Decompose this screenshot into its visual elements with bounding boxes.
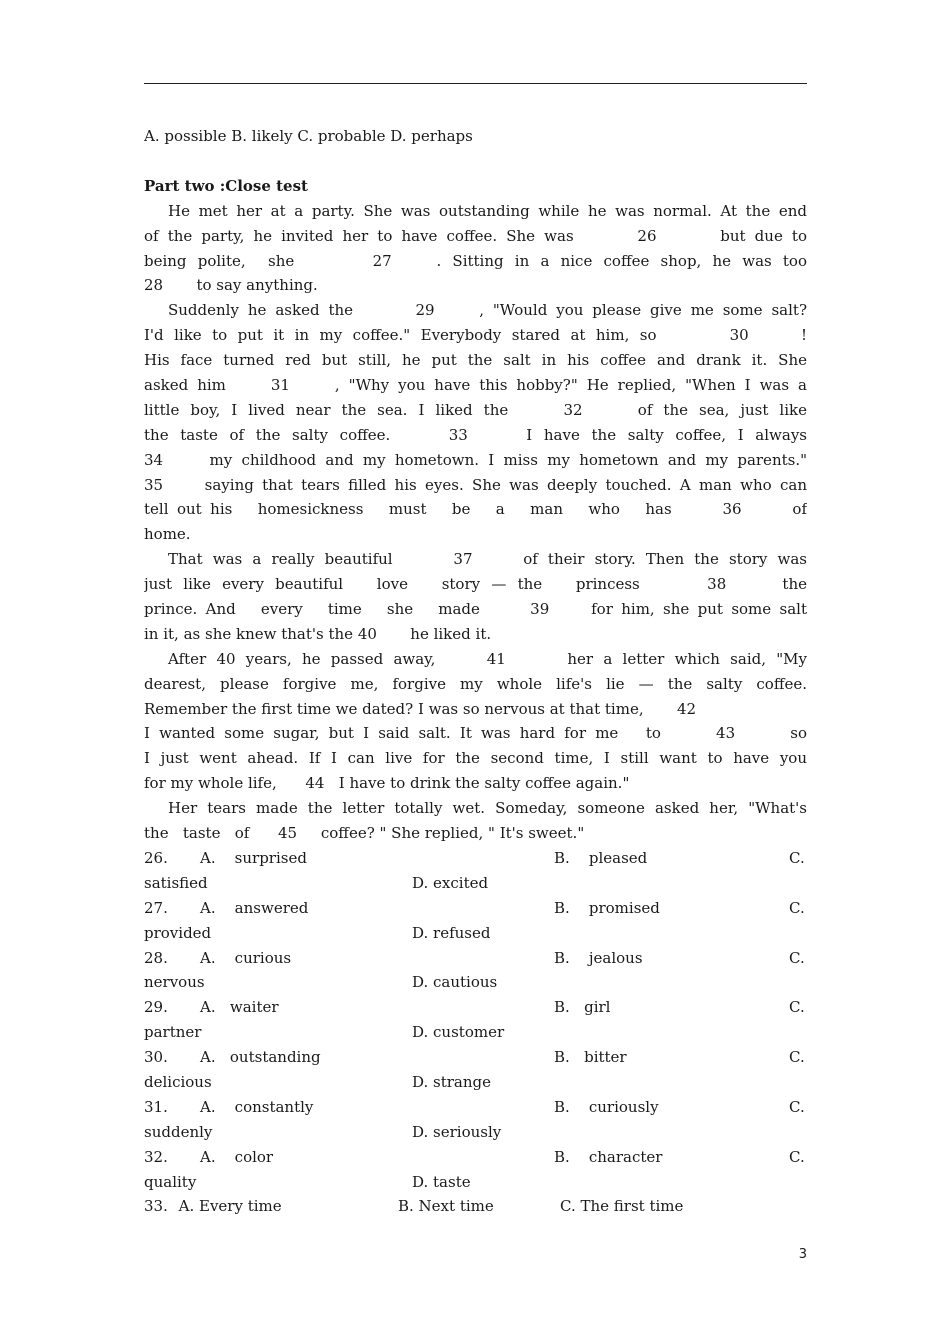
header-rule — [144, 83, 807, 84]
question-number: 29. — [144, 998, 168, 1017]
question-28 — [144, 946, 807, 971]
option-a: A. Every time — [178, 1197, 282, 1216]
option-d: D. taste — [412, 1172, 471, 1191]
question-29 — [144, 995, 807, 1020]
question-27 — [144, 896, 807, 921]
question-33 — [144, 1194, 807, 1219]
passage-line: I wanted some sugar, but I said salt. It was hard for me to 43 so — [144, 724, 807, 743]
question-26 — [144, 846, 807, 871]
passage-line: He met her at a party. She was outstanding while he was normal. At the end — [168, 201, 807, 220]
page-number: 3 — [798, 1247, 807, 1262]
passage-line: dearest, please forgive me, forgive my whole life's lie — the salty coffee. — [144, 674, 807, 693]
option-b: B. curiously — [554, 1097, 659, 1116]
option-c-label: C. — [789, 848, 805, 867]
question-number: 26. — [144, 848, 168, 867]
passage-line: 34 my childhood and my hometown. I miss my hometown and my parents." — [144, 450, 807, 469]
passage-line: the taste of 45 coffee? " She replied, " It's sweet." — [144, 824, 585, 843]
option-b: B. jealous — [554, 948, 643, 967]
option-c-label: C. — [789, 948, 805, 967]
option-a: A. curious — [200, 948, 292, 967]
passage-line: asked him 31 , "Why you have this hobby?" He replied, "When I was a — [144, 376, 807, 395]
option-b: B. girl — [554, 998, 611, 1017]
question-continuation — [144, 871, 807, 896]
option-c-label: C. — [789, 1048, 805, 1067]
option-a: A. waiter — [200, 998, 279, 1017]
question-number: 33. — [144, 1197, 168, 1216]
option-d: D. strange — [412, 1072, 492, 1091]
option-c-text: provided — [144, 923, 212, 942]
question-number: 32. — [144, 1147, 168, 1166]
option-c-label: C. — [789, 898, 805, 917]
option-a: A. outstanding — [200, 1048, 321, 1067]
option-c: C. The first time — [560, 1197, 684, 1216]
passage-line: little boy, I lived near the sea. I liked the 32 of the sea, just like — [144, 400, 807, 419]
option-d: D. customer — [412, 1023, 505, 1042]
option-b: B. pleased — [554, 848, 648, 867]
option-b: B. Next time — [398, 1197, 494, 1216]
question-continuation — [144, 1120, 807, 1145]
passage-line: I just went ahead. If I can live for the second time, I still want to have you — [144, 749, 807, 768]
passage-line: Her tears made the letter totally wet. Someday, someone asked her, "What's — [168, 799, 807, 818]
passage-line: prince. And every time she made 39 for him, she put some salt — [144, 600, 807, 619]
option-b: B. bitter — [554, 1048, 627, 1067]
option-c-text: satisfied — [144, 873, 208, 892]
document-body — [144, 124, 807, 1219]
passage-line: 28 to say anything. — [144, 276, 318, 295]
option-c-label: C. — [789, 1147, 805, 1166]
question-continuation — [144, 1070, 807, 1095]
passage-line: being polite, she 27 . Sitting in a nice coffee shop, he was too — [144, 251, 807, 270]
cloze-passage — [144, 199, 807, 846]
question-number: 31. — [144, 1097, 168, 1116]
option-c-text: nervous — [144, 973, 205, 992]
passage-line: 35 saying that tears filled his eyes. She was deeply touched. A man who can — [144, 475, 807, 494]
question-number: 28. — [144, 948, 168, 967]
option-a: A. surprised — [200, 848, 307, 867]
previous-question-options: A. possible B. likely C. probable D. perhaps — [144, 127, 473, 145]
question-32 — [144, 1145, 807, 1170]
option-c-label: C. — [789, 998, 805, 1017]
question-30 — [144, 1045, 807, 1070]
passage-line: That was a really beautiful 37 of their story. Then the story was — [168, 550, 807, 569]
option-c-label: C. — [789, 1097, 805, 1116]
passage-line: just like every beautiful love story — the princess 38 the — [144, 575, 807, 594]
passage-line: Suddenly he asked the 29 , "Would you please give me some salt? — [168, 301, 807, 320]
question-continuation — [144, 1170, 807, 1195]
option-d: D. seriously — [412, 1122, 502, 1141]
passage-line: of the party, he invited her to have coffee. She was 26 but due to — [144, 226, 807, 245]
option-c-text: partner — [144, 1023, 202, 1042]
option-d: D. refused — [412, 923, 491, 942]
passage-line: His face turned red but still, he put the salt in his coffee and drank it. She — [144, 351, 807, 370]
option-c-text: quality — [144, 1172, 197, 1191]
question-31 — [144, 1095, 807, 1120]
option-b: B. promised — [554, 898, 660, 917]
option-c-text: delicious — [144, 1072, 212, 1091]
passage-line: for my whole life, 44 I have to drink the salty coffee again." — [144, 774, 630, 793]
passage-line: After 40 years, he passed away, 41 her a letter which said, "My — [168, 649, 807, 668]
passage-line: I'd like to put it in my coffee." Everybody stared at him, so 30 ! — [144, 326, 807, 345]
option-b: B. character — [554, 1147, 663, 1166]
passage-line: in it, as she knew that's the 40 he liked it. — [144, 624, 492, 643]
question-number: 27. — [144, 898, 168, 917]
passage-line: tell out his homesickness must be a man who has 36 of — [144, 500, 807, 519]
option-a: A. color — [200, 1147, 274, 1166]
option-d: D. cautious — [412, 973, 498, 992]
section-title: Part two :Close test — [144, 176, 308, 195]
question-list — [144, 846, 807, 1194]
option-d: D. excited — [412, 873, 489, 892]
question-continuation — [144, 1020, 807, 1045]
option-a: A. constantly — [200, 1097, 314, 1116]
question-number: 30. — [144, 1048, 168, 1067]
option-a: A. answered — [200, 898, 309, 917]
passage-line: Remember the first time we dated? I was so nervous at that time, 42 — [144, 699, 697, 718]
question-continuation — [144, 970, 807, 995]
option-c-text: suddenly — [144, 1122, 213, 1141]
passage-line: the taste of the salty coffee. 33 I have the salty coffee, I always — [144, 425, 807, 444]
passage-line: home. — [144, 525, 191, 544]
question-continuation — [144, 921, 807, 946]
